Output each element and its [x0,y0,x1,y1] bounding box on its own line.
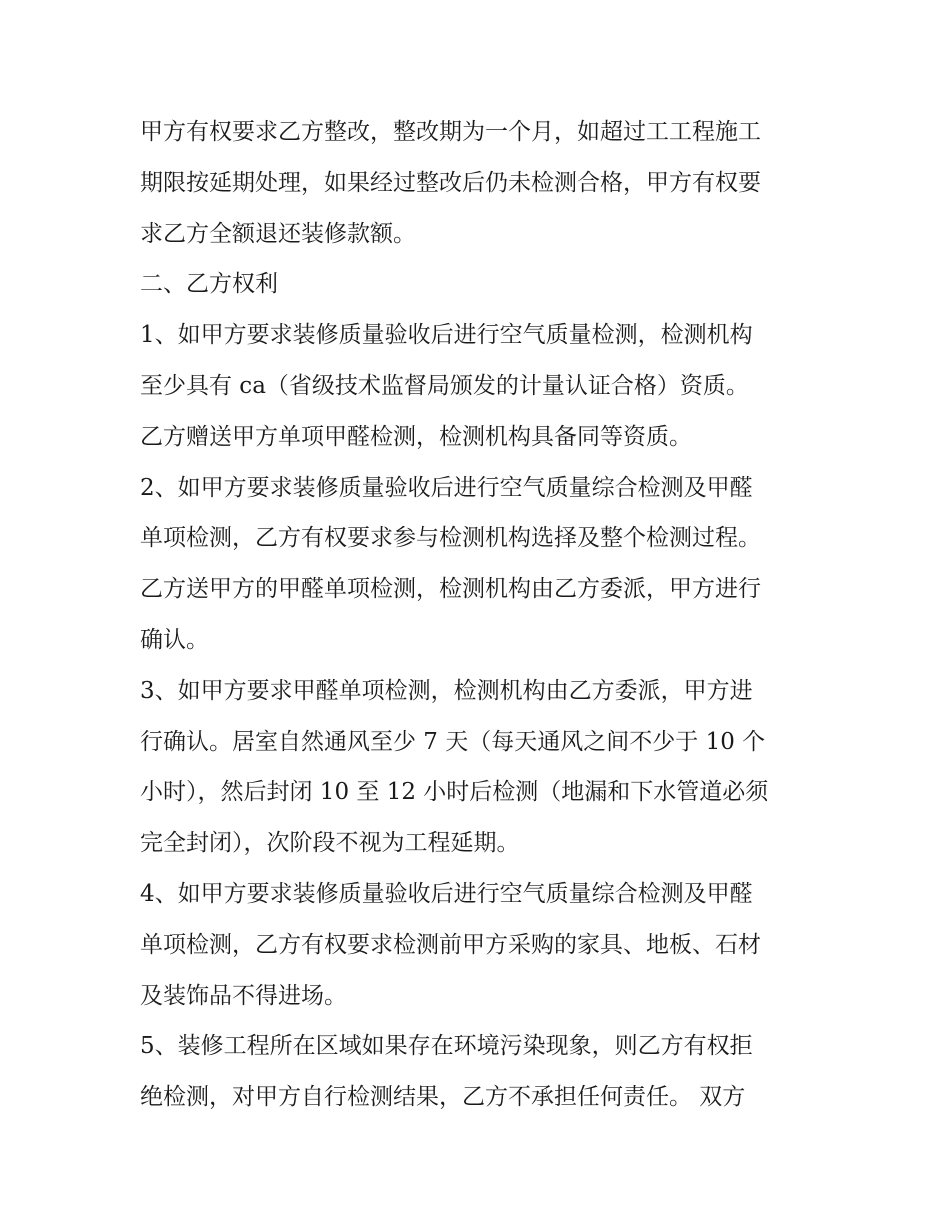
text-line: 2、如甲方要求装修质量验收后进行空气质量综合检测及甲醛 [140,474,753,501]
document-body [140,107,820,1123]
text-line: 4、如甲方要求装修质量验收后进行空气质量综合检测及甲醛 [140,880,753,907]
text-line: 5、装修工程所在区域如果存在环境污染现象，则乙方有权拒 [140,1033,753,1060]
text-line: 单项检测，乙方有权要求参与检测机构选择及整个检测过程。 [140,525,761,552]
text-line: 期限按延期处理，如果经过整改后仍未检测合格，甲方有权要 [140,169,761,196]
text-line: 完全封闭），次阶段不视为工程延期。 [140,830,520,857]
text-line: 及装饰品不得进场。 [140,982,347,1009]
section-heading: 二、乙方权利 [140,271,278,298]
text-line: 乙方送甲方的甲醛单项检测，检测机构由乙方委派，甲方进行 [140,576,761,603]
text-line: 绝检测，对甲方自行检测结果，乙方不承担任何责任。 双方 [140,1084,746,1111]
text-line: 3、如甲方要求甲醛单项检测，检测机构由乙方委派，甲方进 [140,677,753,704]
text-line: 甲方有权要求乙方整改，整改期为一个月，如超过工工程施工 [140,119,761,145]
text-line: 单项检测，乙方有权要求检测前甲方采购的家具、地板、石材 [140,931,761,958]
text-line: 行确认。居室自然通风至少 7 天（每天通风之间不少于 10 个 [140,728,766,755]
text-line: 至少具有 ca（省级技术监督局颁发的计量认证合格）资质。 [140,372,749,399]
text-line: 小时），然后封闭 10 至 12 小时后检测（地漏和下水管道必须 [140,779,769,806]
text-line: 乙方赠送甲方单项甲醛检测，检测机构具备同等资质。 [140,423,692,450]
text-line: 1、如甲方要求装修质量验收后进行空气质量检测，检测机构 [140,322,753,349]
text-line: 求乙方全额退还装修款额。 [140,220,416,247]
text-line: 确认。 [140,626,209,653]
